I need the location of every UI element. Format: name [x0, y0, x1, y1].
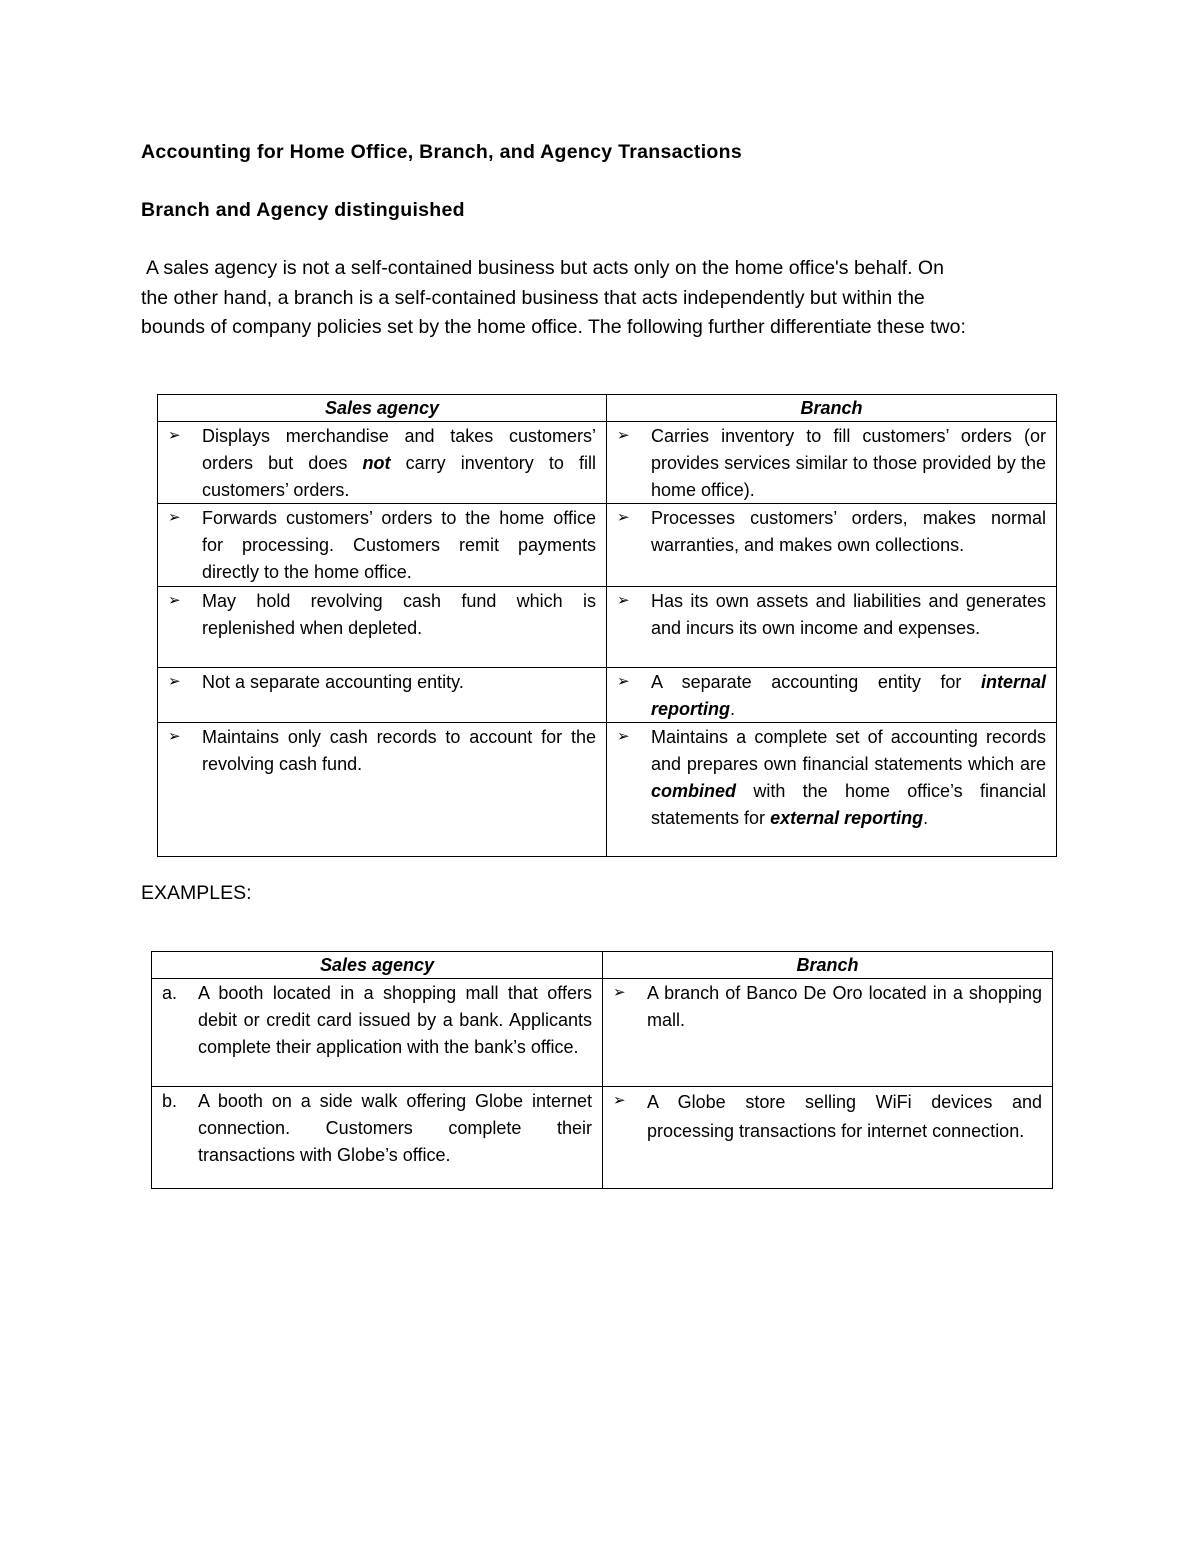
cell-text: . [730, 698, 736, 719]
table-row [158, 504, 1057, 586]
cell-text: . [923, 807, 929, 828]
cell-text: A separate accounting entity for [651, 671, 981, 692]
examples-table [151, 951, 1053, 1189]
agency-cell [158, 422, 607, 504]
branch-cell [607, 723, 1057, 857]
arrow-bullet-icon: ➢ [617, 591, 630, 609]
document-title: Accounting for Home Office, Branch, and Agency Transactions [141, 141, 742, 163]
arrow-bullet-icon: ➢ [613, 984, 626, 1001]
arrow-bullet-icon: ➢ [613, 1092, 626, 1109]
arrow-bullet-icon: ➢ [168, 509, 181, 527]
emphasis-text: combined [651, 780, 737, 801]
arrow-bullet-icon: ➢ [168, 591, 181, 609]
branch-cell [607, 422, 1057, 504]
cell-text: A Globe store selling WiFi devices and processing transactions for internet connection. [647, 1092, 1042, 1141]
intro-line: A sales agency is not a self-contained business but acts only on the home office's behalf. On [146, 257, 944, 279]
intro-line: bounds of company policies set by the home office. The following further differentiate these two: [141, 316, 966, 338]
cell-text: Maintains a complete set of accounting records and prepares own financial statements which are [651, 727, 1046, 775]
intro-line: the other hand, a branch is a self-contained business that acts independently but within the [141, 286, 925, 309]
arrow-bullet-icon: ➢ [168, 728, 181, 746]
emphasis-text: internal reporting [651, 671, 1046, 719]
table-row [152, 979, 1053, 1087]
header-branch: Branch [603, 952, 1053, 979]
table-row [158, 586, 1057, 667]
branch-cell [603, 979, 1053, 1087]
branch-cell [607, 504, 1057, 586]
emphasis-text: external reporting [770, 807, 924, 828]
header-sales-agency: Sales agency [152, 952, 603, 979]
arrow-bullet-icon: ➢ [617, 672, 630, 690]
table-row [152, 1087, 1053, 1189]
agency-cell [152, 979, 603, 1087]
table-row [158, 422, 1057, 504]
cell-text: Processes customers’ orders, makes normal warranties, and makes own collections. [651, 508, 1046, 556]
cell-text: with the home office’s financial statements for [651, 780, 1046, 828]
cell-text: Maintains only cash records to account for the revolving cash fund. [202, 727, 596, 775]
agency-cell [158, 667, 607, 723]
list-letter: a. [162, 983, 178, 1003]
arrow-bullet-icon: ➢ [168, 672, 181, 690]
cell-text: Carries inventory to fill customers’ orders (or provides services similar to those provided by the home office). [651, 426, 1046, 500]
arrow-bullet-icon: ➢ [617, 728, 630, 746]
cell-text: A booth on a side walk offering Globe internet connection. Customers complete their transactions with Globe’s office. [198, 1091, 592, 1165]
branch-cell [607, 667, 1057, 723]
emphasis-text: not [362, 452, 391, 473]
arrow-bullet-icon: ➢ [168, 427, 181, 444]
arrow-bullet-icon: ➢ [617, 509, 630, 527]
table-row [158, 723, 1057, 857]
branch-cell [607, 586, 1057, 667]
agency-cell [158, 504, 607, 586]
table-header-row [152, 952, 1053, 979]
list-letter: b. [162, 1091, 178, 1111]
agency-cell [158, 723, 607, 857]
cell-text: A branch of Banco De Oro located in a shopping mall. [647, 983, 1042, 1030]
arrow-bullet-icon: ➢ [617, 427, 630, 444]
section-title: Branch and Agency distinguished [141, 199, 465, 221]
cell-text: May hold revolving cash fund which is replenished when depleted. [202, 590, 596, 638]
table-row [158, 667, 1057, 723]
cell-text: Displays merchandise and takes customers’ orders but does [202, 426, 596, 473]
agency-cell [158, 586, 607, 667]
cell-text: Forwards customers’ orders to the home office for processing. Customers remit payments directly to the home office. [202, 508, 596, 582]
cell-text: carry inventory to fill customers’ orders. [202, 452, 596, 500]
cell-text: Not a separate accounting entity. [202, 671, 464, 692]
comparison-table [157, 394, 1057, 857]
cell-text: A booth located in a shopping mall that offers debit or credit card issued by a bank. Applicants complete their application with the bank’s office. [198, 983, 592, 1057]
agency-cell [152, 1087, 603, 1189]
cell-text: Has its own assets and liabilities and generates and incurs its own income and expenses. [651, 590, 1046, 638]
branch-cell [603, 1087, 1053, 1189]
table-header-row [158, 395, 1057, 422]
header-sales-agency: Sales agency [158, 395, 607, 422]
intro-paragraph [141, 254, 1071, 343]
examples-label: EXAMPLES: [141, 882, 252, 904]
header-branch: Branch [607, 395, 1057, 422]
